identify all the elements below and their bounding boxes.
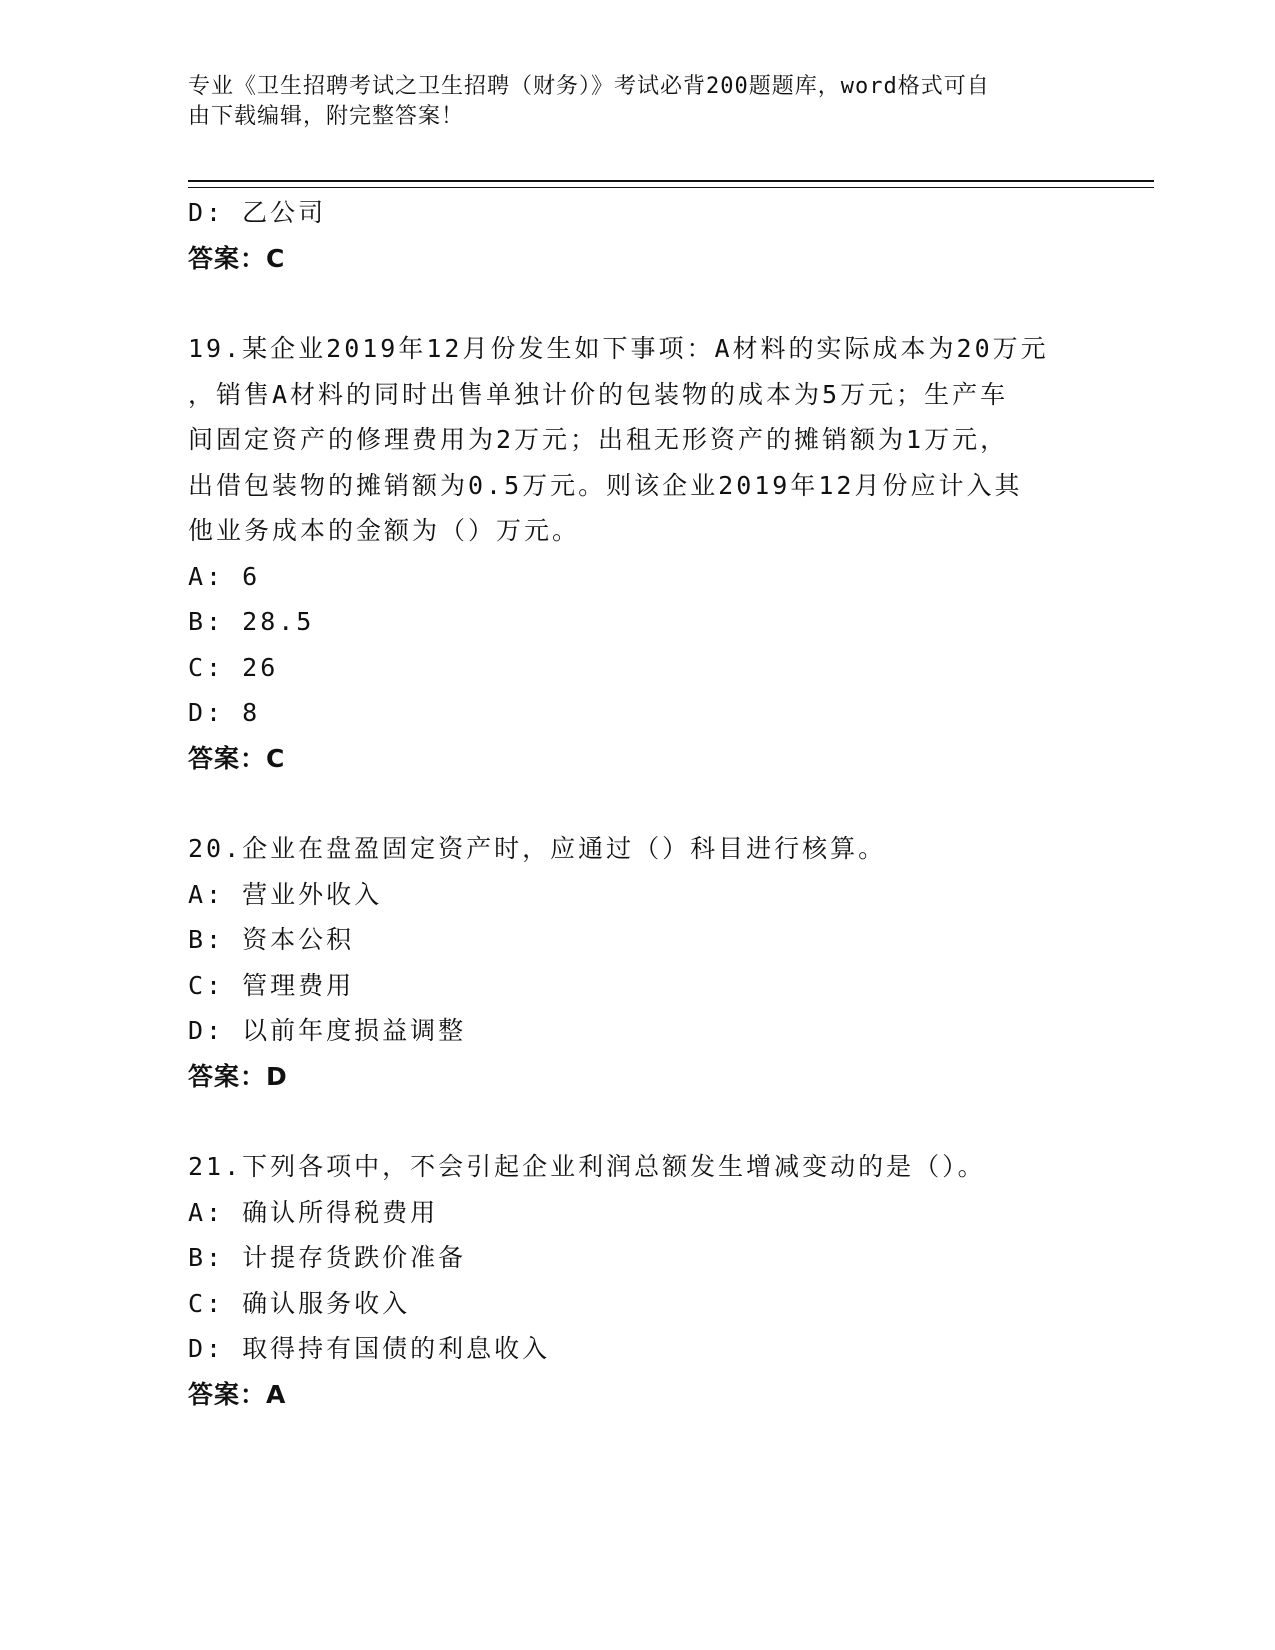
option-c: C: 管理费用 (188, 970, 355, 1000)
question-stem-line: 他业务成本的金额为（）万元。 (188, 516, 581, 545)
question-19 (188, 326, 1088, 781)
answer-line: 答案：D (188, 1061, 288, 1091)
page-header (188, 72, 1088, 132)
header-divider (188, 180, 1154, 188)
option-c: C: 确认服务收入 (188, 1288, 411, 1318)
question-stem-line: ，销售A材料的同时出售单独计价的包装物的成本为5万元；生产车 (188, 379, 1009, 409)
spacer (188, 281, 1088, 326)
question-stem-line: 19.某企业2019年12月份发生如下事项：A材料的实际成本为20万元 (188, 334, 1049, 363)
header-line-2: 由下载编辑，附完整答案！ (188, 104, 465, 129)
answer-line: 答案：C (188, 743, 286, 773)
option-d: D: 取得持有国债的利息收入 (188, 1334, 551, 1363)
option-a: A: 营业外收入 (188, 879, 383, 909)
option-a: A: 6 (188, 561, 261, 591)
question-21 (188, 1144, 1088, 1417)
document-body (188, 190, 1088, 1417)
spacer (188, 1099, 1088, 1144)
option-b: B: 28.5 (188, 607, 315, 636)
question-stem-line: 出借包装物的摊销额为0.5万元。则该企业2019年12月份应计入其 (188, 470, 1023, 500)
previous-question-tail (188, 190, 1088, 281)
spacer (188, 781, 1088, 826)
option-b: B: 资本公积 (188, 925, 355, 954)
option-b: B: 计提存货跌价准备 (188, 1243, 467, 1272)
option-d: D: 乙公司 (188, 198, 327, 227)
answer-line: 答案：C (188, 243, 286, 273)
question-20 (188, 826, 1088, 1099)
question-stem-line: 间固定资产的修理费用为2万元；出租无形资产的摊销额为1万元， (188, 425, 1009, 454)
question-stem-line: 21.下列各项中，不会引起企业利润总额发生增减变动的是（）。 (188, 1152, 986, 1181)
question-stem-line: 20.企业在盘盈固定资产时，应通过（）科目进行核算。 (188, 834, 887, 863)
option-a: A: 确认所得税费用 (188, 1197, 439, 1227)
option-d: D: 以前年度损益调整 (188, 1016, 467, 1045)
answer-line: 答案：A (188, 1379, 287, 1409)
option-c: C: 26 (188, 652, 279, 682)
header-line-1: 专业《卫生招聘考试之卫生招聘（财务）》考试必背200题题库，word格式可自 (188, 74, 990, 99)
option-d: D: 8 (188, 698, 261, 727)
